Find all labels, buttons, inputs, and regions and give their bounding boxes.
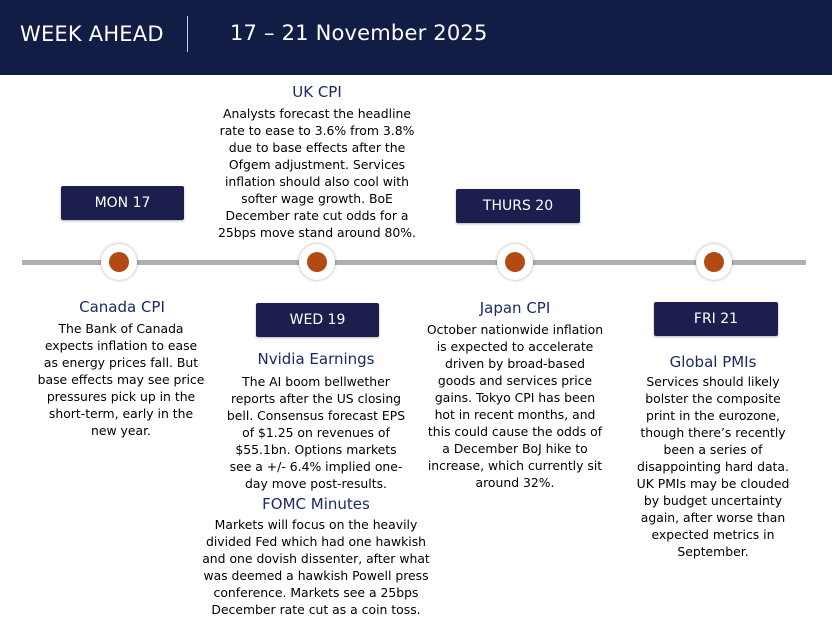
event-title-japan-cpi: Japan CPI: [479, 299, 551, 317]
timeline-line: [22, 260, 806, 265]
event-body-uk-cpi: Analysts forecast the headline rate to ease to 3.6% from 3.8% due to base effects after the Ofgem adjustment. Services inflation should also cool with softer wage growth. BoE December rate cut odds for a 25bps move stand around 80%.: [218, 106, 416, 240]
day-box-mon: MON 17: [61, 186, 184, 220]
event-title-nvidia: Nvidia Earnings: [257, 350, 375, 368]
timeline-dot-tue: [299, 244, 335, 280]
event-body-nvidia: The AI boom bellwether reports after the US closing bell. Consensus forecast EPS of $1.25 on revenues of $55.1bn. Options markets see a +/- 6.4% implied one-day move post-results.: [226, 374, 406, 491]
event-body-global-pmis: Services should likely bolster the composite print in the eurozone, though there’s recently been a series of disappointing hard data. UK PMIs may be clouded by budget uncertainty again, after worse than expected metrics in September.: [636, 374, 790, 559]
event-title-fomc: FOMC Minutes: [262, 495, 370, 513]
header-divider: [187, 16, 188, 52]
timeline-dot-thu: [497, 244, 533, 280]
timeline-dot-mon: [101, 244, 137, 280]
event-body-japan-cpi: October nationwide inflation is expected to accelerate driven by broad-based goods and services price gains. Tokyo CPI has been hot in recent months, and this could cause the odds of a December BoJ hike to increase, which currently sit around 32%.: [426, 322, 604, 490]
event-body-fomc: Markets will focus on the heavily divided Fed which had one hawkish and one dovish dissenter, after what was deemed a hawkish Powell press conference. Markets see a 25bps December rate cut as a coin toss.: [202, 517, 430, 617]
header-bar: [0, 0, 832, 75]
date-range: 17 – 21 November 2025: [230, 21, 488, 45]
event-body-canada-cpi: The Bank of Canada expects inflation to ease as energy prices fall. But base effects may see price pressures pick up in the short-term, early in the new year.: [37, 321, 205, 438]
day-box-wed: WED 19: [256, 303, 379, 337]
timeline-dot-fri: [696, 244, 732, 280]
day-box-fri: FRI 21: [654, 302, 778, 336]
event-title-canada-cpi: Canada CPI: [79, 298, 165, 316]
event-title-global-pmis: Global PMIs: [669, 353, 757, 371]
page-title: WEEK AHEAD: [20, 22, 164, 46]
day-box-thurs: THURS 20: [456, 189, 580, 223]
event-title-uk-cpi: UK CPI: [292, 83, 342, 101]
